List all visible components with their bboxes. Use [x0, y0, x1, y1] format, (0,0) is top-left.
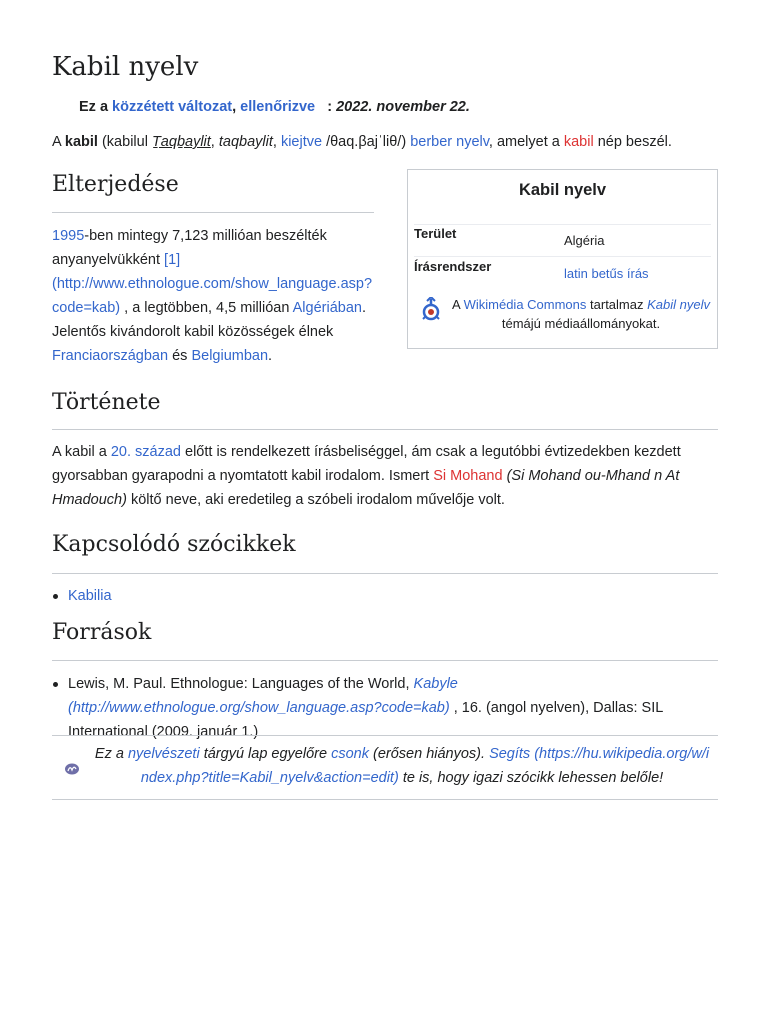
linguistics-icon [64, 760, 80, 774]
related-list [52, 584, 112, 608]
stub-notice: Ez a nyelvészeti tárgyú lap egyelőre csonk (erősen hiányos). Segíts (https://hu.wikipedia.org/w/index.php?title=Kabil_nyelv&action=edit) te is, hogy igazi szócikk lehessen belőle! [52, 735, 718, 800]
latin-script-link[interactable]: latin betűs írás [564, 266, 649, 281]
kabilia-link[interactable]: Kabilia [68, 588, 112, 604]
year-link[interactable]: 1995 [52, 228, 85, 244]
history-paragraph: A kabil a 20. század előtt is rendelkezett írásbeliséggel, ám csak a legutóbbi évtizedekben kezdett gyorsabban gyarapodni a nyomtatott kabil irodalom. Ismert Si Mohand (Si Mohand ou-Mhand n At Hmadouch) költő neve, aki eredetileg a szóbeli irodalom művelője volt. [52, 444, 681, 508]
heading-distribution: Elterjedése [52, 172, 179, 197]
france-link[interactable]: Franciaországban [52, 348, 169, 364]
century-link[interactable]: 20. század [110, 444, 181, 460]
stub-link[interactable]: csonk [331, 746, 369, 762]
revision-notice: Ez a közzétett változat, ellenőrizve : 2022. november 22. [79, 99, 470, 115]
heading-sources: Források [52, 620, 152, 645]
kabyle-ethnologue-link[interactable]: Kabyle (http://www.ethnologue.org/show_language.asp?code=kab) [68, 676, 458, 716]
divider [52, 573, 718, 574]
commons-link[interactable]: Wikimédia Commons [463, 297, 587, 312]
infobox-divider [414, 256, 711, 257]
page-title: Kabil nyelv [52, 52, 199, 82]
distribution-paragraph: 1995-ben mintegy 7,123 millióan beszélték anyanyelvükként [1] (http://www.ethnologue.com/show_language.asp?code=kab) , a legtöbben, 4,5 millióan Algériában. Jelentős kivándorolt kabil közösségek élnek Franciaországban és Belgiumban. [52, 228, 373, 364]
belgium-link[interactable]: Belgiumban [191, 348, 269, 364]
divider [52, 212, 374, 213]
linguistics-link[interactable]: nyelvészeti [127, 746, 200, 762]
list-item: Lewis, M. Paul. Ethnologue: Languages of the World, Kabyle (http://www.ethnologue.org/show_language.asp?code=kab) , 16. (angol nyelven), Dallas: SIL International (2009. január 1.) [52, 672, 718, 744]
intro-paragraph: A kabil (kabilul Ṯaqḇaylit, taqbaylit, kiejtve /θaq.βajˈliθ/) berber nyelv, amelyet a kabil nép beszél. [52, 134, 672, 150]
heading-history: Története [52, 390, 161, 415]
infobox-row-script: Írásrendszer latin betűs írás [414, 259, 649, 281]
kabyle-people-link[interactable]: kabil [563, 134, 594, 150]
edit-help-link[interactable]: Segíts (https://hu.wikipedia.org/w/index.php?title=Kabil_nyelv&action=edit) [140, 746, 710, 786]
sources-list [52, 672, 718, 744]
infobox-row-area: Terület Algéria [414, 226, 605, 248]
si-mohand-link[interactable]: Si Mohand [433, 468, 503, 484]
pronunciation-link[interactable]: kiejtve [280, 134, 323, 150]
infobox-divider [414, 224, 711, 225]
published-version-link[interactable]: közzétett változat [112, 99, 233, 115]
wikimedia-commons-icon [420, 297, 442, 323]
infobox-title: Kabil nyelv [518, 181, 607, 199]
checked-link[interactable]: ellenőrizve [240, 99, 316, 115]
infobox: Kabil nyelv Terület Algéria Írásrendszer latin betűs írás A Wikimédia Commons tartalmaz Kabil nyelv témájú médiaállományokat. [407, 169, 718, 349]
ethnologue-ref-link[interactable]: [1] (http://www.ethnologue.com/show_language.asp?code=kab) [52, 252, 373, 316]
divider [52, 660, 718, 661]
heading-related: Kapcsolódó szócikkek [52, 532, 296, 557]
algeria-link[interactable]: Algériában [292, 300, 362, 316]
divider [52, 429, 718, 430]
commons-topic-link[interactable]: Kabil nyelv [647, 297, 710, 312]
list-item [52, 584, 112, 608]
revision-date: 2022. november 22. [336, 99, 470, 115]
berber-language-link[interactable]: berber nyelv [410, 134, 489, 150]
